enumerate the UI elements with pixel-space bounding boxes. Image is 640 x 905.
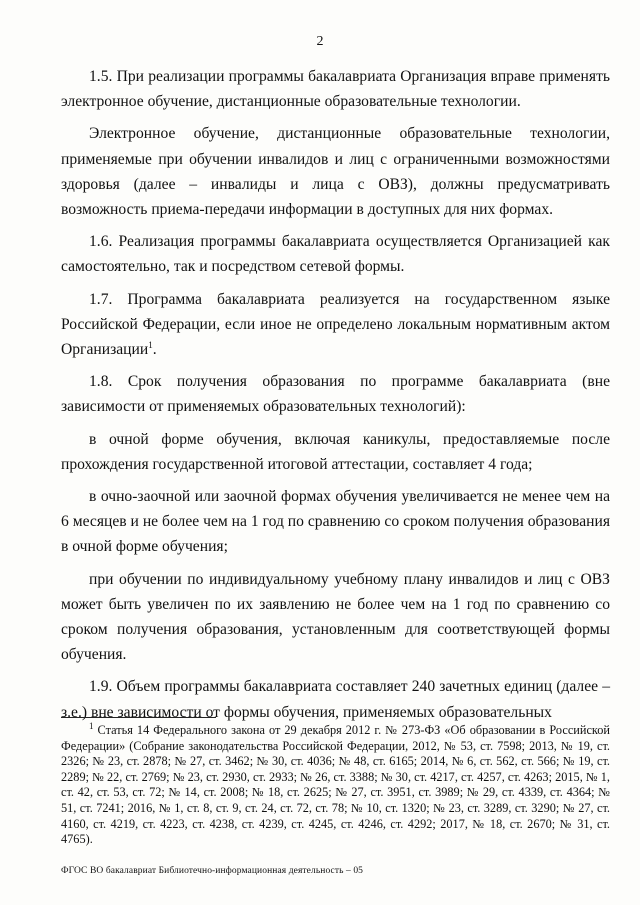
paragraph-1-8: 1.8. Срок получения образования по программе бакалавриата (вне зависимости от применяемых образовательных технологий): <box>61 373 610 416</box>
paragraph-1-9: 1.9. Объем программы бакалавриата составляет 240 зачетных единиц (далее – з.е.) вне зависимости от формы обучения, применяемых образовательных <box>61 678 610 721</box>
paragraph-individual-plan: при обучении по индивидуальному учебному плану инвалидов и лиц с ОВЗ может быть увеличен по их заявлению не более чем на 1 год по сравнению со сроком получения образования, установленным для соответствующей формы обучения. <box>61 570 610 664</box>
page-footer: ФГОС ВО бакалавриат Библиотечно-информационная деятельность – 05 <box>61 866 364 876</box>
paragraph-1-6: 1.6. Реализация программы бакалавриата осуществляется Организацией как самостоятельно, так и посредством сетевой формы. <box>61 233 610 276</box>
paragraph-part-time: в очно-заочной или заочной формах обучения увеличивается не менее чем на 6 месяцев и не более чем на 1 год по сравнению со сроком получения образования в очной форме обучения; <box>61 488 610 556</box>
footnote-ref[interactable]: 1 <box>148 339 153 350</box>
paragraph-full-time: в очной форме обучения, включая каникулы, предоставляемые после прохождения государственной итоговой аттестации, составляет 4 года; <box>61 430 610 473</box>
paragraph-e-learning: Электронное обучение, дистанционные образовательные технологии, применяемые при обучении инвалидов и лиц с ограниченными возможностями здоровья (далее – инвалиды и лица с ОВЗ), должны предусматривать возможность приема-передачи информации в доступных для них формах. <box>61 125 610 219</box>
paragraph-1-5: 1.5. При реализации программы бакалавриата Организация вправе применять электронное обучение, дистанционные образовательные технологии. <box>61 68 610 111</box>
footnote <box>61 720 610 848</box>
page-number: 2 <box>316 34 324 49</box>
footnote-separator <box>61 717 216 718</box>
paragraph-1-7: 1.7. Программа бакалавриата реализуется на государственном языке Российской Федерации, если иное не определено локальным нормативным актом Организации$^1$. <box>61 290 610 359</box>
document-body <box>61 64 610 732</box>
footnote-mark: 1 <box>89 720 94 731</box>
footnote-text: Статья 14 Федерального закона от 29 декабря 2012 г. № 273-ФЗ «Об образовании в Российской Федерации» (Собрание законодательства Российской Федерации, 2012, № 53, ст. 7598; 2013, № 19, ст. 2326; № 23, ст. 2878; № 27, ст. 3462; № 30, ст. 4036; № 48, ст. 6165; 2014, № 6, ст. 562, ст. 566; № 19, ст. 2289; № 22, ст. 2769; № 23, ст. 2930, ст. 2933; № 26, ст. 3388; № 30, ст. 4217, ст. 4257, ст. 4263; 2015, № 1, ст. 42, ст. 53, ст. 72; № 14, ст. 2008; № 18, ст. 2625; № 27, ст. 3951, ст. 3989; № 29, ст. 4339, ст. 4364; № 51, ст. 7241; 2016, № 1, ст. 8, ст. 9, ст. 24, ст. 72, ст. 78; № 10, ст. 1320; № 23, ст. 3289, ст. 3290; № 27, ст. 4160, ст. 4219, ст. 4223, ст. 4238, ст. 4239, ст. 4245, ст. 4246, ст. 4292; 2017, № 18, ст. 2670; № 31, ст. 4765). <box>61 723 610 847</box>
